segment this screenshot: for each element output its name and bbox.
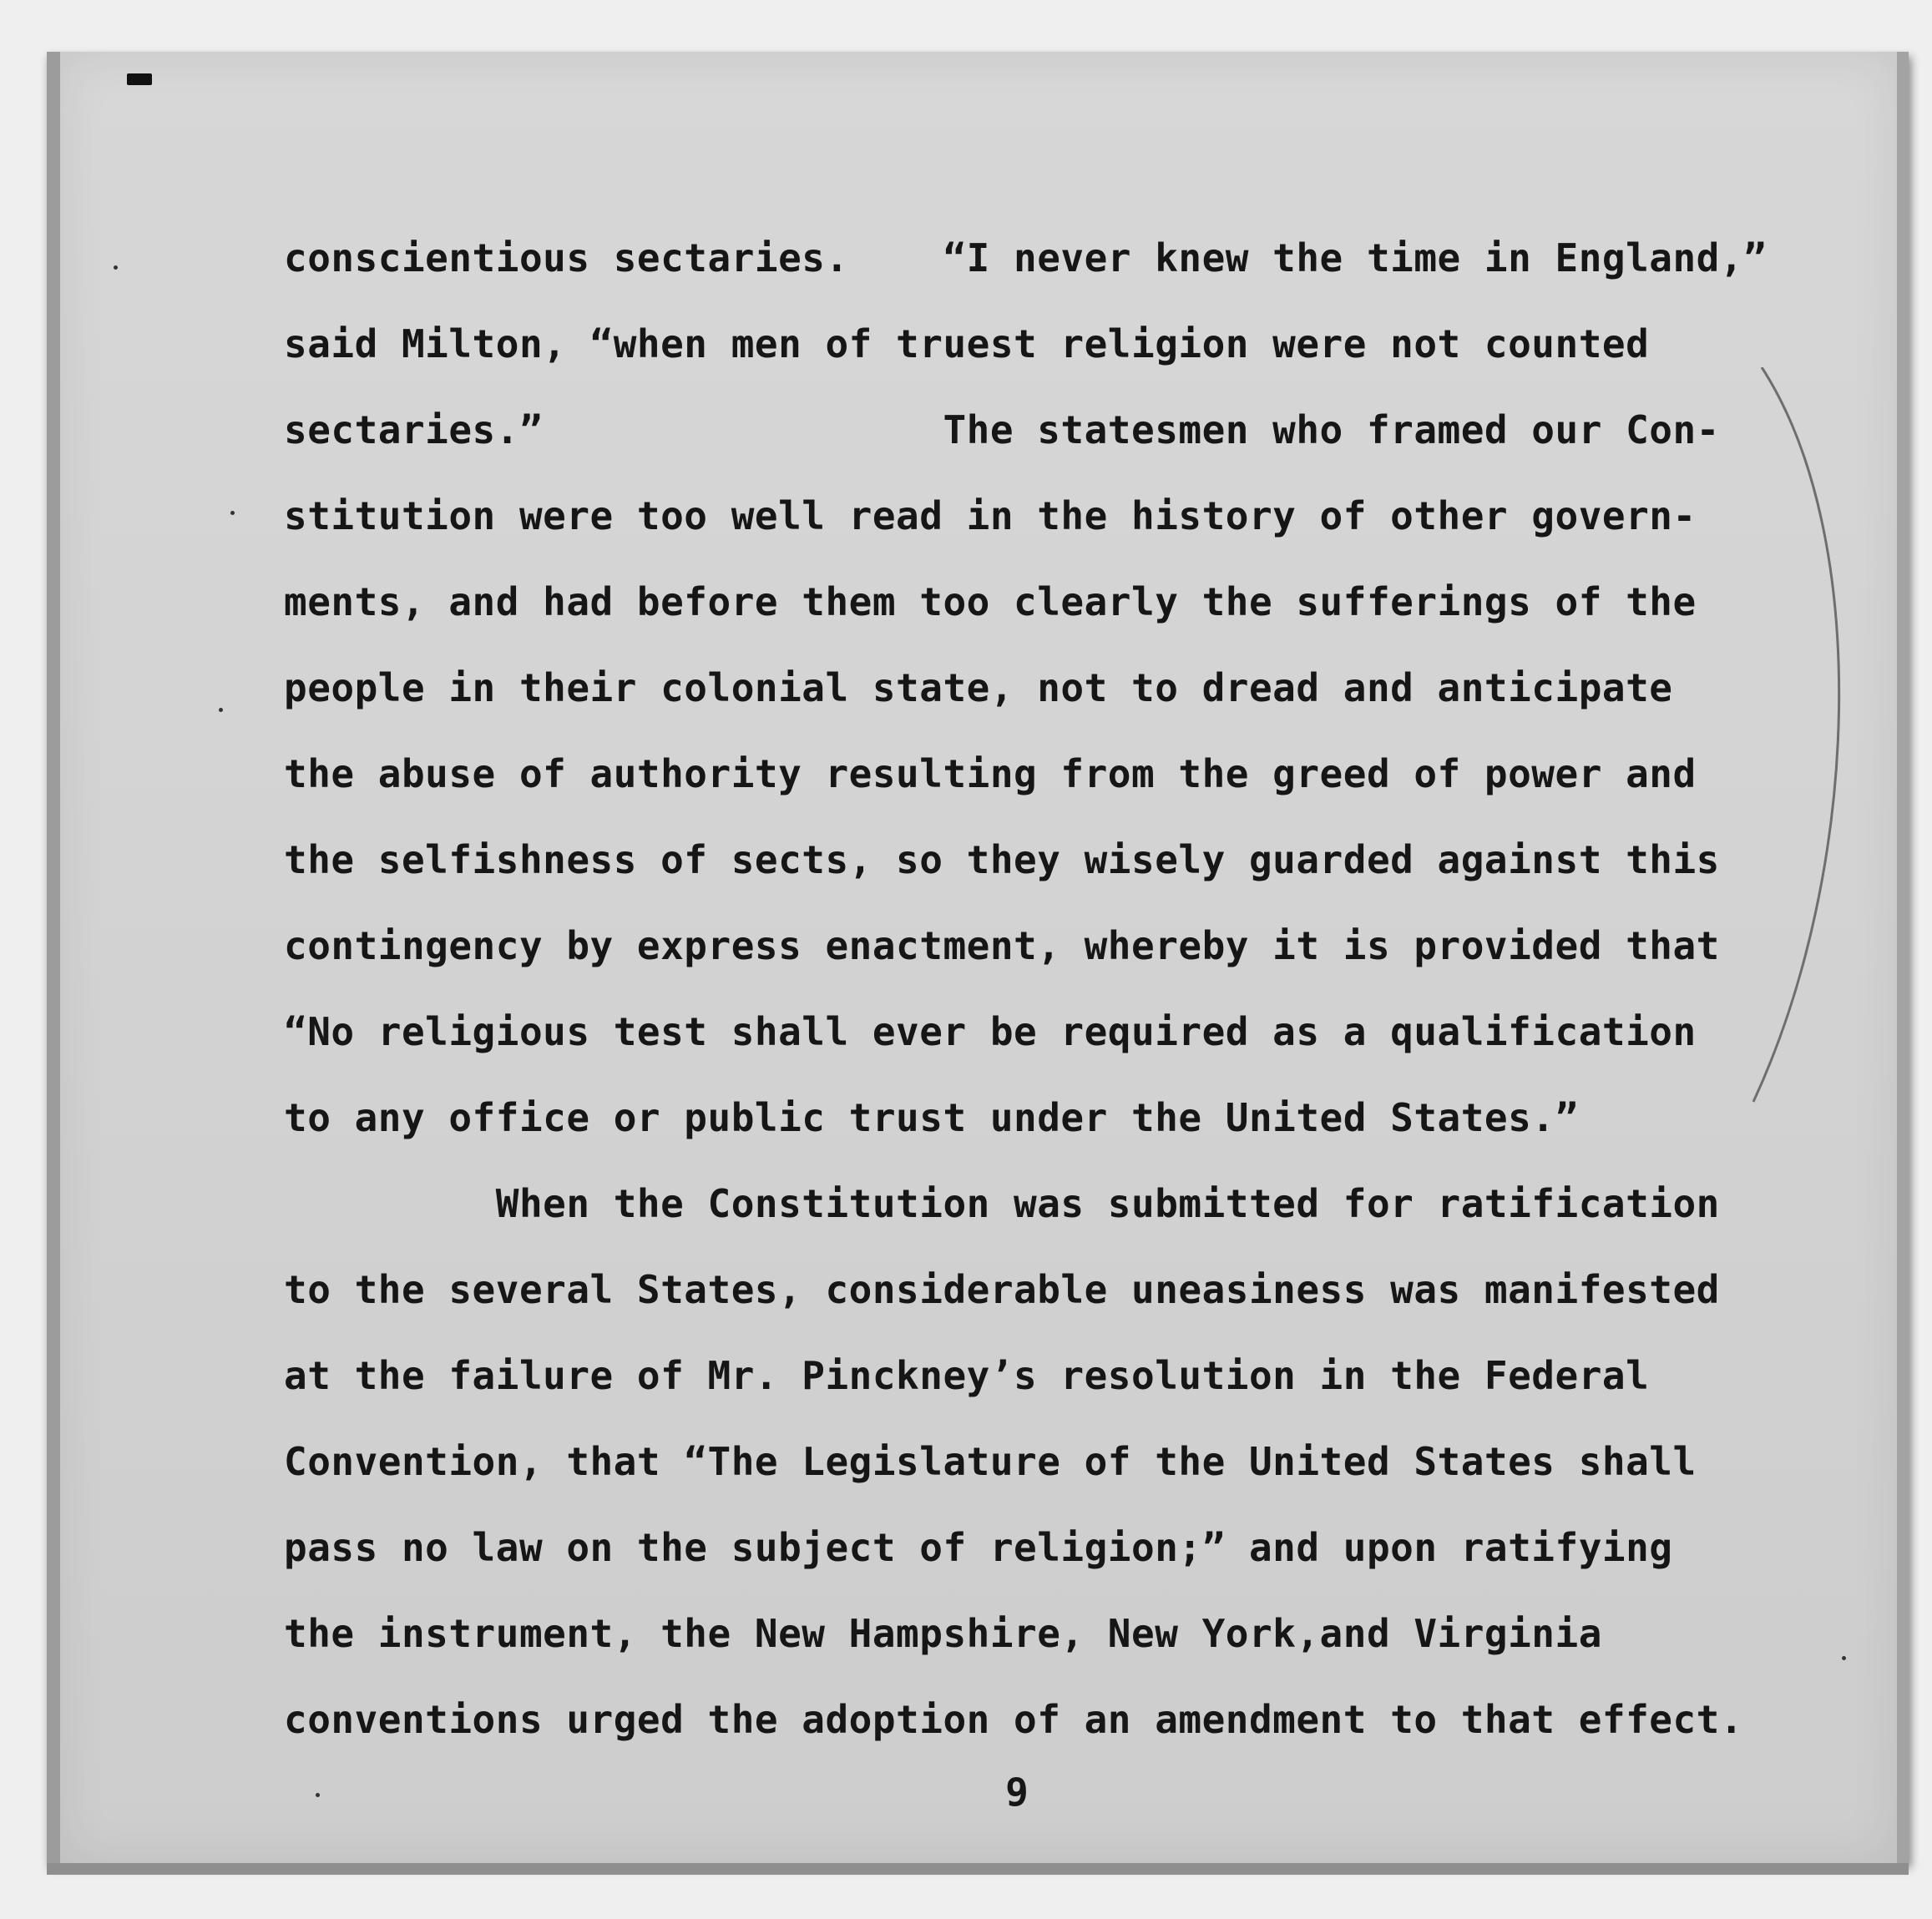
speck (114, 265, 118, 270)
text-line: sectaries.” The statesmen who framed our Con- (284, 407, 1720, 452)
speck (219, 708, 223, 712)
text-line: to any office or public trust under the United States.” (284, 1095, 1579, 1140)
text-line: said Milton, “when men of truest religion were not counted (284, 321, 1650, 366)
speck (230, 511, 235, 515)
text-line: Convention, that “The Legislature of the United States shall (284, 1439, 1697, 1484)
text-line: contingency by express enactment, whereby it is provided that (284, 923, 1720, 968)
text-line: “No religious test shall ever be required as a qualification (284, 1009, 1697, 1054)
text-line: conscientious sectaries. “I never knew the time in England,” (284, 235, 1768, 280)
text-line: to the several States, considerable uneasiness was manifested (284, 1267, 1720, 1312)
text-line: stitution were too well read in the history of other govern- (284, 493, 1697, 538)
text-line: the abuse of authority resulting from the greed of power and (284, 751, 1697, 796)
text-line: at the failure of Mr. Pinckney’s resolution in the Federal (284, 1353, 1650, 1398)
text-line: people in their colonial state, not to dread and anticipate (284, 665, 1673, 710)
text-line: When the Constitution was submitted for ratification (284, 1181, 1720, 1226)
text-line: pass no law on the subject of religion;” and upon ratifying (284, 1525, 1673, 1570)
margin-dash-mark (127, 73, 152, 85)
text-line: ments, and had before them too clearly the sufferings of the (284, 579, 1697, 624)
text-line: conventions urged the adoption of an amendment to that effect. (284, 1697, 1744, 1742)
typed-body-text (284, 215, 1854, 1763)
text-line: the instrument, the New Hampshire, New York,and Virginia (284, 1611, 1602, 1656)
page-number: 9 (1005, 1770, 1029, 1815)
text-line: the selfishness of sects, so they wisely guarded against this (284, 837, 1720, 882)
speck (316, 1793, 320, 1797)
